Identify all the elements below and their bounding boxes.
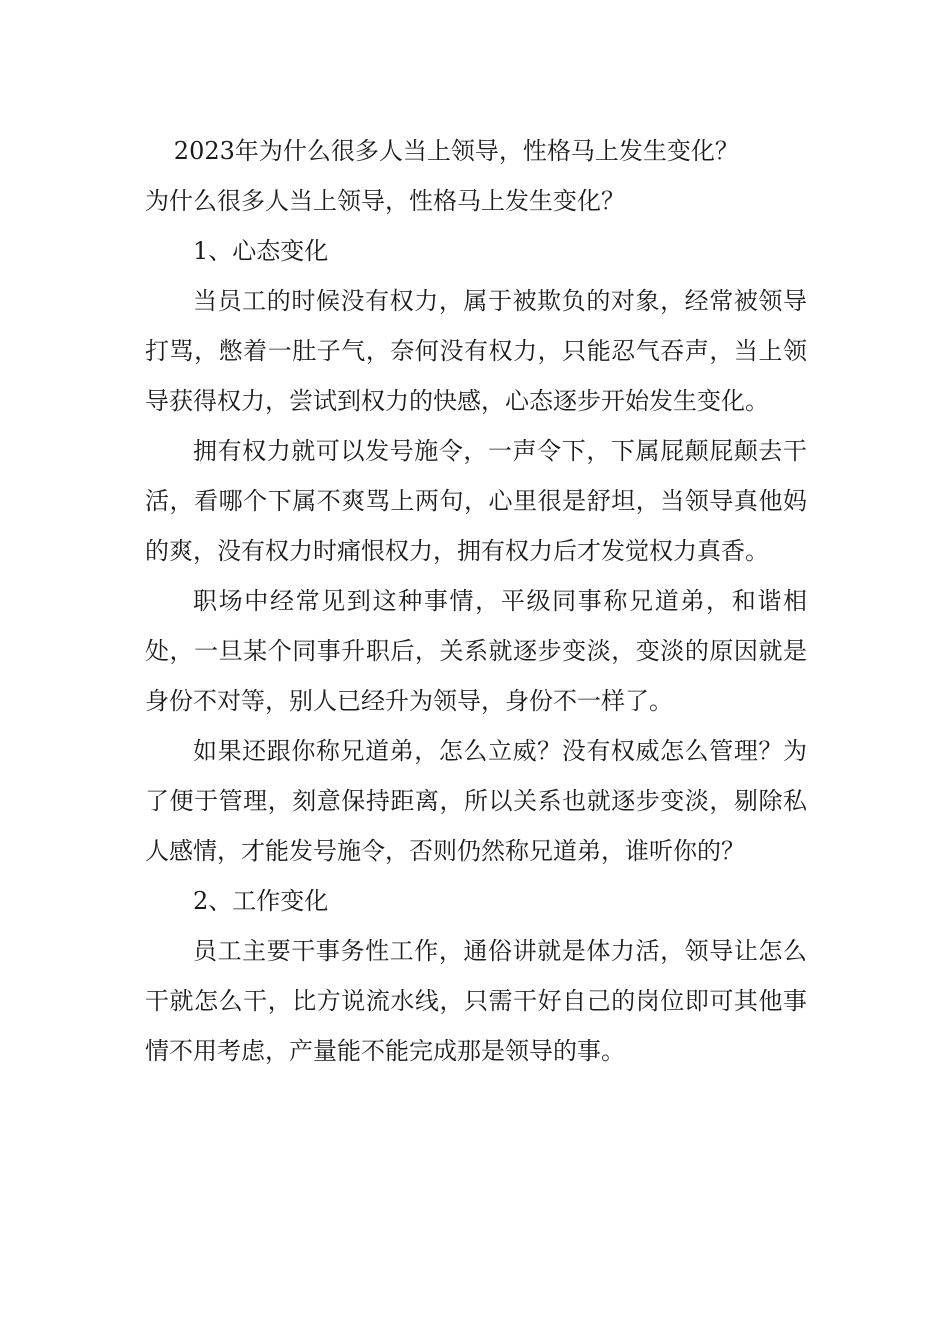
body-paragraph: 员工主要干事务性工作，通俗讲就是体力活，领导让怎么干就怎么干，比方说流水线，只需干好自己的岗位即可其他事情不用考虑，产量能不能完成那是领导的事。: [145, 937, 807, 1065]
body-paragraph: 拥有权力就可以发号施令，一声令下，下属屁颠屁颠去干活，看哪个下属不爽骂上两句，心里很是舒坦，当领导真他妈的爽，没有权力时痛恨权力，拥有权力后才发觉权力真香。: [145, 437, 807, 565]
body-paragraph: 职场中经常见到这种事情，平级同事称兄道弟，和谐相处，一旦某个同事升职后，关系就逐步变淡，变淡的原因就是身份不对等，别人已经升为领导，身份不一样了。: [145, 587, 807, 715]
subtitle-question: 为什么很多人当上领导，性格马上发生变化？: [145, 187, 625, 215]
section-heading-work: 2、工作变化: [193, 887, 329, 915]
document-title: 2023年为什么很多人当上领导，性格马上发生变化？: [173, 137, 739, 165]
body-paragraph: 如果还跟你称兄道弟，怎么立威？没有权威怎么管理？为了便于管理，刻意保持距离，所以关系也就逐步变淡，剔除私人感情，才能发号施令，否则仍然称兄道弟，谁听你的？: [145, 737, 807, 865]
section-heading-mindset: 1、心态变化: [193, 237, 329, 265]
document-body: [145, 126, 807, 1076]
body-paragraph: 当员工的时候没有权力，属于被欺负的对象，经常被领导打骂，憋着一肚子气，奈何没有权力，只能忍气吞声，当上领导获得权力，尝试到权力的快感，心态逐步开始发生变化。: [145, 287, 807, 415]
